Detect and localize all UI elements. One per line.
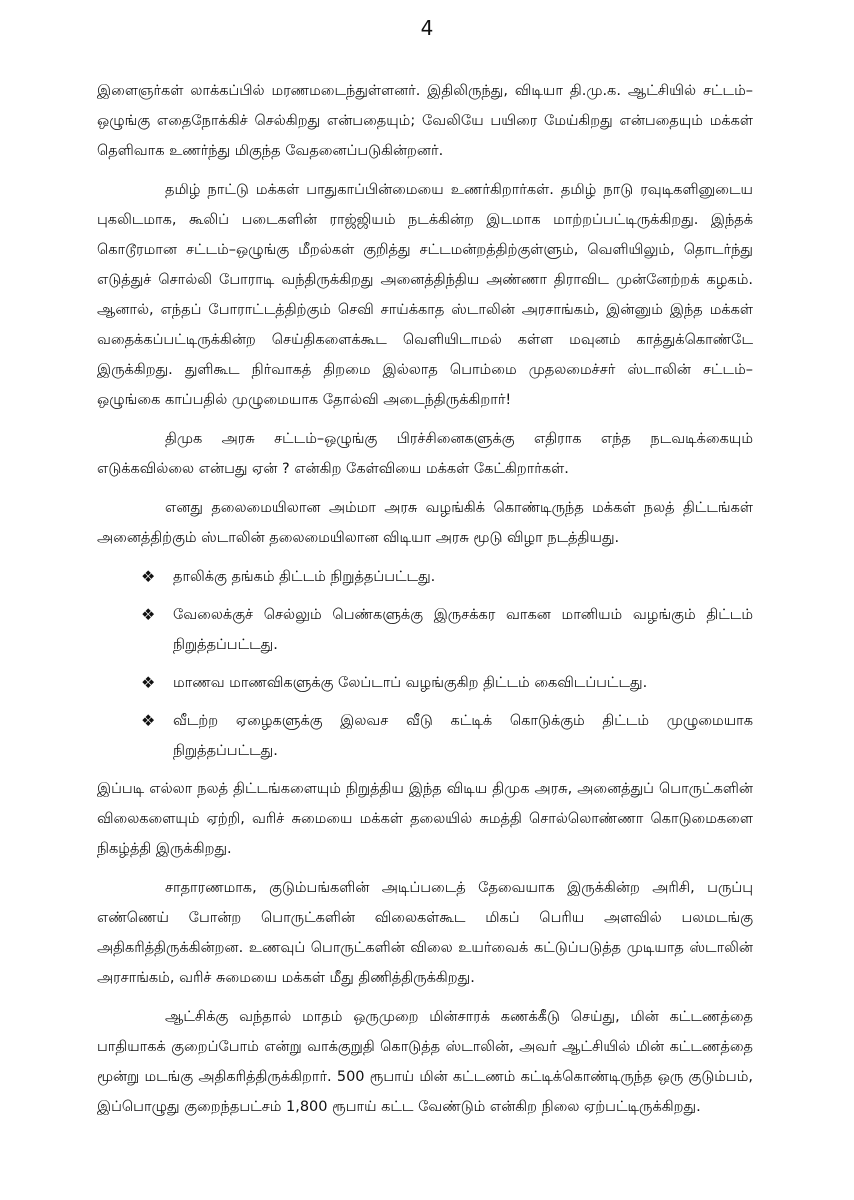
paragraph: இளைஞர்கள் லாக்கப்பில் மரணமடைந்துள்ளனர். இதிலிருந்து, விடியா தி.மு.க. ஆட்சியில் சட்டம்–ஒழுங்கு எதைநோக்கிச் செல்கிறது என்பதையும்; வேலியே பயிரை மேய்கிறது என்பதையும் மக்கள் தெளிவாக உணர்ந்து மிகுந்த வேதனைப்படுகின்றனர். bbox=[97, 83, 753, 159]
paragraph: சாதாரணமாக, குடும்பங்களின் அடிப்படைத் தேவையாக இருக்கின்ற அரிசி, பருப்பு எண்ணெய் போன்ற பொருட்களின் விலைகள்கூட மிகப் பெரிய அளவில் பலமடங்கு அதிகரித்திருக்கின்றன. உணவுப் பொருட்களின் விலை உயர்வைக் கட்டுப்படுத்த முடியாத ஸ்டாலின் அரசாங்கம், வரிச் சுமையை மக்கள் மீது திணித்திருக்கிறது. bbox=[97, 880, 753, 986]
paragraph: இப்படி எல்லா நலத் திட்டங்களையும் நிறுத்திய இந்த விடிய திமுக அரசு, அனைத்துப் பொருட்களின் விலைகளையும் ஏற்றி, வரிச் சுமையை மக்கள் தலையில் சுமத்தி சொல்லொண்ணா கொடுமைகளை நிகழ்த்தி இருக்கிறது. bbox=[97, 781, 753, 857]
list-item-text: வீடற்ற ஏழைகளுக்கு இலவச வீடு கட்டிக் கொடுக்கும் திட்டம் முழுமையாக நிறுத்தப்பட்டது. bbox=[173, 713, 753, 759]
list-item-text: மாணவ மாணவிகளுக்கு லேப்டாப் வழங்குகிற திட்டம் கைவிடப்பட்டது. bbox=[173, 675, 648, 691]
list-item bbox=[97, 600, 753, 660]
paragraph: எனது தலைமையிலான அம்மா அரசு வழங்கிக் கொண்டிருந்த மக்கள் நலத் திட்டங்கள் அனைத்திற்கும் ஸ்டாலின் தலைமையிலான விடியா அரசு மூடு விழா நடத்தியது. bbox=[97, 500, 753, 546]
list-item bbox=[97, 562, 753, 592]
diamond-bullet-icon: ❖ bbox=[141, 605, 156, 624]
list-item-text: வேலைக்குச் செல்லும் பெண்களுக்கு இருசக்கர வாகன மானியம் வழங்கும் திட்டம் நிறுத்தப்பட்டது. bbox=[173, 607, 753, 653]
diamond-bullet-icon: ❖ bbox=[141, 567, 156, 586]
page-number: 4 bbox=[420, 16, 434, 40]
paragraph: திமுக அரசு சட்டம்–ஒழுங்கு பிரச்சினைகளுக்கு எதிராக எந்த நடவடிக்கையும் எடுக்கவில்லை என்பது ஏன் ? என்கிற கேள்வியை மக்கள் கேட்கிறார்கள். bbox=[97, 431, 753, 477]
bullet-list bbox=[97, 562, 753, 766]
diamond-bullet-icon: ❖ bbox=[141, 673, 156, 692]
list-item bbox=[97, 706, 753, 766]
list-item-text: தாலிக்கு தங்கம் திட்டம் நிறுத்தப்பட்டது. bbox=[173, 569, 436, 585]
list-item bbox=[97, 668, 753, 698]
paragraph: ஆட்சிக்கு வந்தால் மாதம் ஒருமுறை மின்சாரக் கணக்கீடு செய்து, மின் கட்டணத்தை பாதியாகக் குறைப்போம் என்று வாக்குறுதி கொடுத்த ஸ்டாலின், அவர் ஆட்சியில் மின் கட்டணத்தை மூன்று மடங்கு அதிகரித்திருக்கிறார். 500 ரூபாய் மின் கட்டணம் கட்டிக்கொண்டிருந்த ஒரு குடும்பம், இப்பொழுது குறைந்தபட்சம் 1,800 ரூபாய் கட்ட வேண்டும் என்கிற நிலை ஏற்பட்டிருக்கிறது. bbox=[97, 1009, 753, 1115]
document-body bbox=[97, 76, 753, 1131]
paragraph: தமிழ் நாட்டு மக்கள் பாதுகாப்பின்மையை உணர்கிறார்கள். தமிழ் நாடு ரவுடிகளினுடைய புகலிடமாக, கூலிப் படைகளின் ராஜ்ஜியம் நடக்கின்ற இடமாக மாற்றப்பட்டிருக்கிறது. இந்தக் கொடூரமான சட்டம்–ஒழுங்கு மீறல்கள் குறித்து சட்டமன்றத்திற்குள்ளும், வெளியிலும், தொடர்ந்து எடுத்துச் சொல்லி போராடி வந்திருக்கிறது அனைத்திந்திய அண்ணா திராவிட முன்னேற்றக் கழகம். ஆனால், எந்தப் போராட்டத்திற்கும் செவி சாய்க்காத ஸ்டாலின் அரசாங்கம், இன்னும் இந்த மக்கள் வதைக்கப்பட்டிருக்கின்ற செய்திகளைக்கூட வெளியிடாமல் கள்ள மவுனம் காத்துக்கொண்டே இருக்கிறது. துளிகூட நிர்வாகத் திறமை இல்லாத பொம்மை முதலமைச்சர் ஸ்டாலின் சட்டம்–ஒழுங்கை காப்பதில் முழுமையாக தோல்வி அடைந்திருக்கிறார்! bbox=[97, 182, 753, 408]
diamond-bullet-icon: ❖ bbox=[141, 711, 156, 730]
